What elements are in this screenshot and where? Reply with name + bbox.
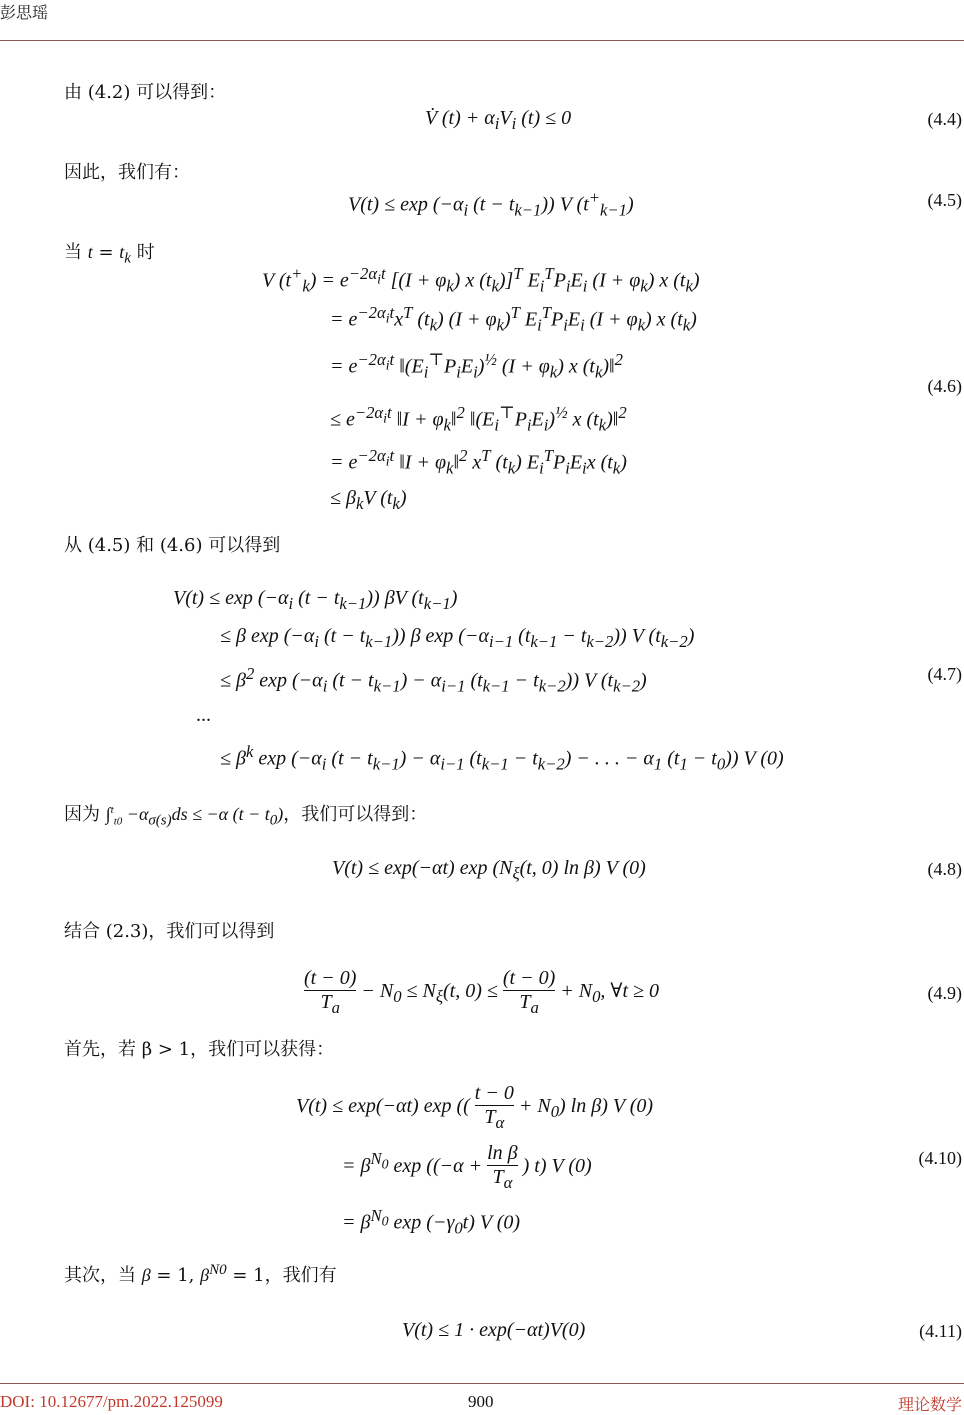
equation-4-10-line: = $\beta^{N_0}$ $\exp (-\gamma_0t)$ V (0) (342, 1206, 521, 1238)
equation-number: (4.4) (927, 109, 962, 129)
equation-4-6-line: V $(t^+_k) = e^{-2\alpha_it}$ [$(I + \varphi_k)$ x $(t_k)]^T$ $E_i^TP_iE_i$ $(I + \varphi_k)$ x $(t_k)$ (262, 264, 700, 296)
journal-name: 理论数学 (897, 1395, 962, 1414)
equation-4-6-line: = $e^{-2\alpha_it}$ ‖I + $\varphi_k‖^2$ $x^T$ $(t_k)$ $E_i^TP_iE_ix$ $(t_k)$ (330, 446, 627, 478)
equation-4-4: V̇ $(t) + \alpha_iV_i$ (t) ≤ 0 (425, 107, 572, 133)
equation-number: (4.7) (927, 664, 962, 684)
equation-4-7-line: ≤ $\beta^2$ $\exp (-\alpha_i$ $(t - t_{k-1}) - \alpha_{i-1}$ $(t_{k-1} - t_{k-2})$) V $(t_{k-2})$ (220, 664, 647, 696)
doi-link[interactable]: DOI: 10.12677/pm.2022.125099 (0, 1392, 223, 1411)
page-number: 900 (468, 1392, 494, 1411)
paragraph: 因为 $\int^t_{t0} -\alpha_{\sigma(s)}ds \le -\alpha$ $(t - t_0)$，我们可以得到： (64, 804, 428, 829)
equation-4-5: $V(t) \le \exp (-\alpha_i$ $(t - t_{k-1})$) V $(t^+_{k-1})$ (348, 188, 634, 220)
equation-number: (4.10) (918, 1148, 962, 1168)
equation-4-7-line: ≤ β $\exp (-\alpha_i$ $(t - t_{k-1})$) β $\exp (-\alpha_{i-1}$ $(t_{k-1} - t_{k-2})$) V $(t_{k-2})$ (220, 625, 695, 651)
paragraph: 由 (4.2) 可以得到： (64, 82, 227, 103)
equation-4-6-line: ≤ $\beta_kV$ $(t_k)$ (330, 487, 407, 513)
running-header-author: 彭思瑶 (0, 3, 49, 22)
equation-number: (4.8) (927, 859, 962, 879)
equation-4-8: V(t) ≤ exp(−αt) $\exp (N_\xi(t$, 0) ln β) V (0) (332, 857, 646, 883)
equation-4-7-line: $V(t) \le \exp (-\alpha_i$ $(t - t_{k-1})$) βV $(t_{k-1})$ (173, 587, 458, 613)
equation-number: (4.6) (927, 376, 962, 396)
footer-rule (0, 1383, 964, 1384)
paragraph: 因此，我们有： (64, 162, 190, 183)
equation-4-6-line: = $e^{-2\alpha_it}$ $‖(E_i^⊤P_iE_i)^{\frac{1}{2}}$ $(I + \varphi_k)$ x $(t_k)‖^2$ (330, 350, 623, 382)
equation-4-6-line: ≤ $e^{-2\alpha_it}$ ‖I + $\varphi_k‖^2$ $‖(E_i^⊤P_iE_i)^{\frac{1}{2}}$ x $(t_k)‖^2$ (330, 403, 627, 435)
paragraph: 当 $t = t_k$ 时 (64, 242, 155, 267)
paragraph: 结合 (2.3)，我们可以得到 (64, 921, 275, 942)
equation-4-10-line: V(t) ≤ exp(−αt) exp (( $\frac{t - 0}{T_\alpha}$ + $N_0$) ln β) V (0) (296, 1082, 654, 1132)
paragraph: 其次，当 β = 1, $\beta^{N0} = 1$，我们有 (64, 1262, 337, 1286)
equation-4-10-line: = $\beta^{N_0}$ exp ((−α + $\frac{\text{ln β}}{T_\alpha}$ ) t) V (0) (342, 1142, 592, 1192)
equation-4-9: $\frac{(t - 0)}{T_a}$ − $N_0 \le N_\xi(t$, 0) ≤ $\frac{(t - 0)}{T_a}$ + $N_0$, ∀t ≥ 0 (304, 967, 660, 1017)
header-rule (0, 40, 964, 41)
equation-4-11: V(t) ≤ 1 · exp(−αt)V(0) (402, 1319, 586, 1341)
equation-4-6-line: = $e^{-2\alpha_it}x^T$ $(t_k) (I + \varphi_k)^T$ $E_i^TP_iE_i$ $(I + \varphi_k)$ x $(t_k)$ (330, 303, 697, 335)
equation-4-7-line: ≤ $\beta^k$ $\exp (-\alpha_i$ $(t - t_{k-1}) - \alpha_{i-1}$ $(t_{k-1} - t_{k-2})$ − . . . − $\alpha_1$ $(t_1 - t_0)$) V (0) (220, 742, 784, 774)
equation-number: (4.9) (927, 983, 962, 1003)
paragraph: 从 (4.5) 和 (4.6) 可以得到 (64, 535, 281, 556)
equation-number: (4.5) (927, 190, 962, 210)
paragraph: 首先，若 β > 1，我们可以获得： (64, 1039, 335, 1060)
equation-number: (4.11) (919, 1321, 962, 1341)
equation-4-7-line: ... (196, 704, 211, 726)
